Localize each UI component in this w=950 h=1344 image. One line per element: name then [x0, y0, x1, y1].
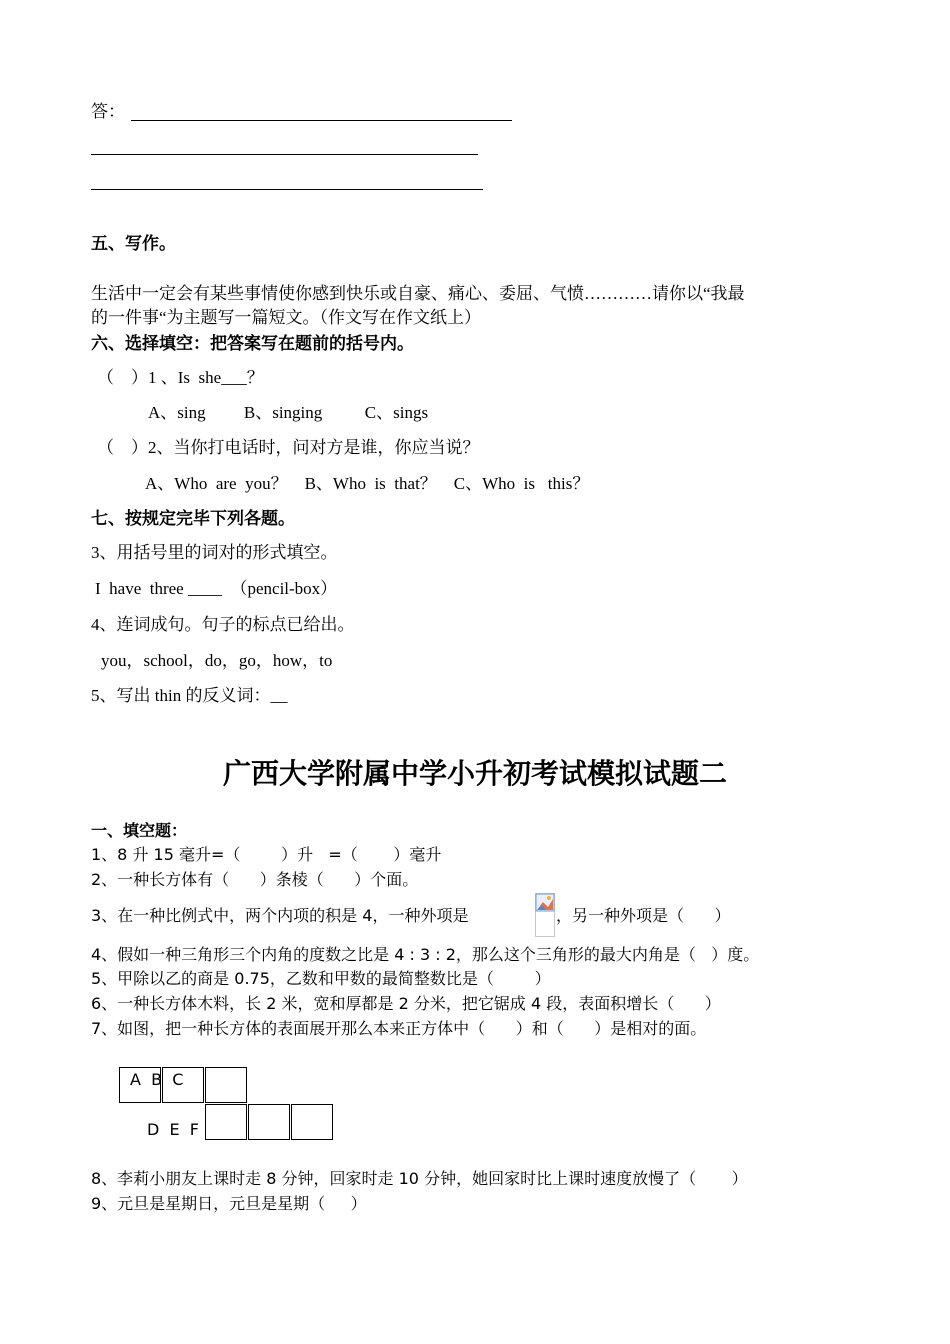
- answer-label: 答：: [91, 102, 125, 121]
- net-cell-c: [205, 1067, 247, 1103]
- section6-question-1: （ ）1 、Is she___？: [97, 368, 264, 387]
- net-bottom-labels: D E F: [147, 1120, 199, 1139]
- section7-question-3-sentence: I have three ____ （pencil-box）: [95, 579, 338, 598]
- section7-question-5: 5、写出 thin 的反义词：__: [91, 686, 288, 705]
- net-cell-e: [248, 1104, 290, 1140]
- exam-question-3-part1: 3、在一种比例式中，两个内项的积是 4，一种外项是: [91, 906, 469, 925]
- section5-body-line2: 的一件事“为主题写一篇短文。（作文写在作文纸上）: [91, 308, 482, 327]
- exam-question-5: 5、甲除以乙的商是 0.75，乙数和甲数的最简整数比是（ ）: [91, 969, 551, 988]
- exam-question-3-part2: ，另一种外项是（ ）: [556, 906, 731, 925]
- section6-heading: 六、选择填空：把答案写在题前的括号内。: [91, 334, 414, 353]
- net-cell-f: [291, 1104, 333, 1140]
- section7-question-4-words: you，school，do，go，how，to: [101, 651, 333, 670]
- exam-question-2: 2、一种长方体有（ ）条棱（ ）个面。: [91, 870, 419, 889]
- exam-question-6: 6、一种长方体木料，长 2 米，宽和厚都是 2 分米，把它锯成 4 段，表面积增长（ ）: [91, 994, 721, 1013]
- section7-heading: 七、按规定完毕下列各题。: [91, 509, 295, 528]
- exam-section1-heading: 一、填空题：: [91, 821, 188, 840]
- section7-question-3: 3、用括号里的词对的形式填空。: [91, 543, 338, 562]
- section6-question-2: （ ）2、当你打电话时，问对方是谁，你应当说？: [97, 438, 480, 457]
- answer-line-1: [131, 120, 512, 121]
- answer-line-3: [91, 189, 483, 190]
- net-cell-d: [205, 1104, 247, 1140]
- section6-question-2-options: A、Who are you？ B、Who is that？ C、Who is this？: [145, 474, 590, 493]
- net-top-labels: A B C: [130, 1070, 184, 1089]
- section6-question-1-options: A、sing B、singing C、sings: [148, 403, 429, 422]
- exam-question-9: 9、元旦是星期日，元旦是星期（ ）: [91, 1194, 367, 1213]
- answer-line-2: [91, 154, 478, 155]
- section5-body-line1: 生活中一定会有某些事情使你感到快乐或自豪、痛心、委屈、气愤…………请你以“我最: [91, 284, 745, 303]
- exam-title: 广西大学附属中学小升初考试模拟试题二: [222, 757, 727, 790]
- exam-question-4: 4、假如一种三角形三个内角的度数之比是 4 : 3 : 2，那么这个三角形的最大内角是（ ）度。: [91, 945, 760, 964]
- section7-question-4: 4、连词成句。句子的标点已给出。: [91, 615, 355, 634]
- broken-image-icon: [535, 893, 555, 937]
- exam-question-8: 8、李莉小朋友上课时走 8 分钟，回家时走 10 分钟，她回家时比上课时速度放慢了（ ）: [91, 1169, 748, 1188]
- exam-question-7: 7、如图，把一种长方体的表面展开那么本来正方体中（ ）和（ ）是相对的面。: [91, 1019, 707, 1038]
- exam-question-1: 1、8 升 15 毫升=（ ）升 =（ ）毫升: [91, 845, 442, 864]
- section5-heading: 五、写作。: [91, 234, 176, 253]
